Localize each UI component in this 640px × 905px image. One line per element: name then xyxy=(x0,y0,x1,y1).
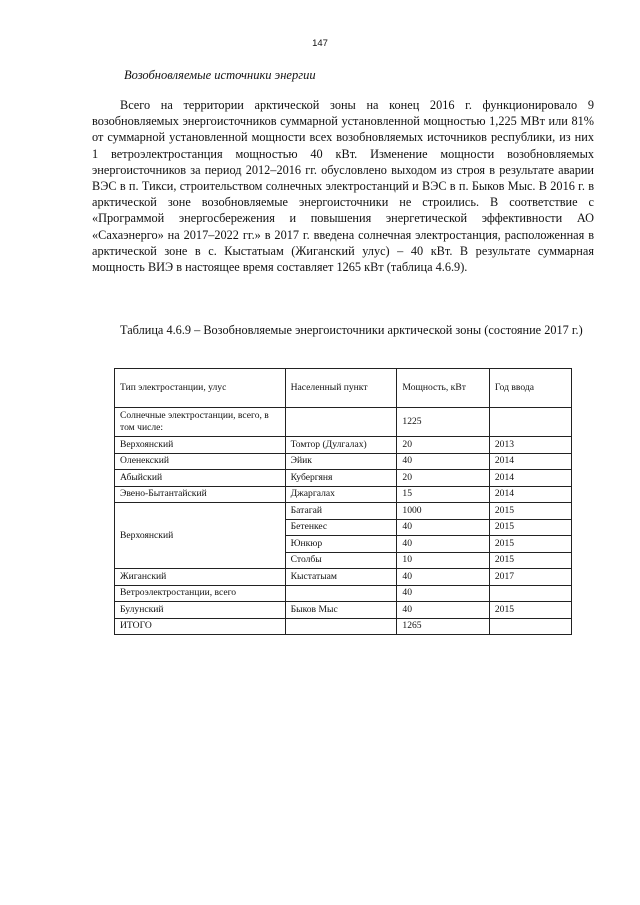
cell-year: 2017 xyxy=(489,569,571,586)
cell-power: 40 xyxy=(397,602,489,619)
cell-place: Томтор (Дулгалах) xyxy=(285,437,397,454)
cell-power: 40 xyxy=(397,519,489,536)
cell-type: Жиганский xyxy=(115,569,286,586)
header-year: Год ввода xyxy=(489,369,571,408)
cell-place: Эйик xyxy=(285,453,397,470)
cell-place xyxy=(285,585,397,602)
cell-year: 2015 xyxy=(489,503,571,520)
table-row xyxy=(115,503,572,520)
cell-type: ИТОГО xyxy=(115,618,286,635)
cell-year xyxy=(489,585,571,602)
cell-year: 2013 xyxy=(489,437,571,454)
table-row xyxy=(115,486,572,503)
table-row xyxy=(115,453,572,470)
cell-type: Эвено-Бытантайский xyxy=(115,486,286,503)
cell-year: 2014 xyxy=(489,486,571,503)
cell-power: 10 xyxy=(397,552,489,569)
section-heading: Возобновляемые источники энергии xyxy=(124,68,316,82)
cell-year: 2015 xyxy=(489,519,571,536)
cell-year: 2014 xyxy=(489,470,571,487)
cell-place: Быков Мыс xyxy=(285,602,397,619)
cell-place: Кубергяня xyxy=(285,470,397,487)
cell-power: 40 xyxy=(397,536,489,553)
cell-place: Юнкюр xyxy=(285,536,397,553)
table-row-total xyxy=(115,618,572,635)
cell-type: Абыйский xyxy=(115,470,286,487)
table-header-row xyxy=(115,369,572,408)
header-place: Населенный пункт xyxy=(285,369,397,408)
cell-place: Джаргалах xyxy=(285,486,397,503)
table-caption: Таблица 4.6.9 – Возобновляемые энергоисточники арктической зоны (состояние 2017 г.) xyxy=(120,323,583,337)
cell-type: Ветроэлектростанции, всего xyxy=(115,585,286,602)
cell-power: 1000 xyxy=(397,503,489,520)
cell-power: 20 xyxy=(397,437,489,454)
cell-type: Оленекский xyxy=(115,453,286,470)
cell-year xyxy=(489,618,571,635)
cell-power: 40 xyxy=(397,569,489,586)
cell-place xyxy=(285,618,397,635)
table-row xyxy=(115,602,572,619)
cell-place xyxy=(285,408,397,437)
cell-type: Солнечные электростанции, всего, в том числе: xyxy=(115,408,286,437)
cell-type: Булунский xyxy=(115,602,286,619)
cell-power: 40 xyxy=(397,585,489,602)
cell-year: 2015 xyxy=(489,536,571,553)
cell-power: 40 xyxy=(397,453,489,470)
cell-place: Бетенкес xyxy=(285,519,397,536)
cell-type-merged: Верхоянский xyxy=(115,503,286,569)
cell-year: 2015 xyxy=(489,602,571,619)
header-power: Мощность, кВт xyxy=(397,369,489,408)
cell-type: Верхоянский xyxy=(115,437,286,454)
cell-year: 2015 xyxy=(489,552,571,569)
cell-year xyxy=(489,408,571,437)
header-type: Тип электростанции, улус xyxy=(115,369,286,408)
table-row-solar-total xyxy=(115,408,572,437)
body-paragraph: Всего на территории арктической зоны на конец 2016 г. функционировало 9 возобновляемых энергоисточников суммарной установленной мощностью 1,225 МВт или 81% от суммарной установленной мощности всех возобновляемых источников республики, из них 1 ветроэлектростанция мощностью 40 кВт. Изменение мощности возобновляемых энергоисточников за период 2012–2016 гг. обусловлено выходом из строя в результате аварии ВЭС в п. Тикси, строительством солнечных электростанций и ВЭС в п. Быков Мыс. В 2016 г. в арктической зоне возобновляемые энергоисточники не строились. В соответствие с «Программой энергосбережения и повышения энергетической эффективности АО «Сахаэнерго» на 2017–2022 гг.» в 2017 г. введена солнечная электростанция, расположенная в арктической зоне в с. Кыстатыам (Жиганский улус) – 40 кВт. В результате суммарная мощность ВИЭ в настоящее время составляет 1265 кВт (таблица 4.6.9). xyxy=(92,98,594,275)
cell-power: 15 xyxy=(397,486,489,503)
cell-place: Кыстатыам xyxy=(285,569,397,586)
table-row xyxy=(115,437,572,454)
table-row xyxy=(115,470,572,487)
cell-power: 1265 xyxy=(397,618,489,635)
renewables-table xyxy=(114,368,572,635)
cell-place: Столбы xyxy=(285,552,397,569)
page-number: 147 xyxy=(312,38,328,49)
table-row-wind-total xyxy=(115,585,572,602)
table-row xyxy=(115,569,572,586)
cell-year: 2014 xyxy=(489,453,571,470)
cell-power: 1225 xyxy=(397,408,489,437)
cell-place: Батагай xyxy=(285,503,397,520)
cell-power: 20 xyxy=(397,470,489,487)
